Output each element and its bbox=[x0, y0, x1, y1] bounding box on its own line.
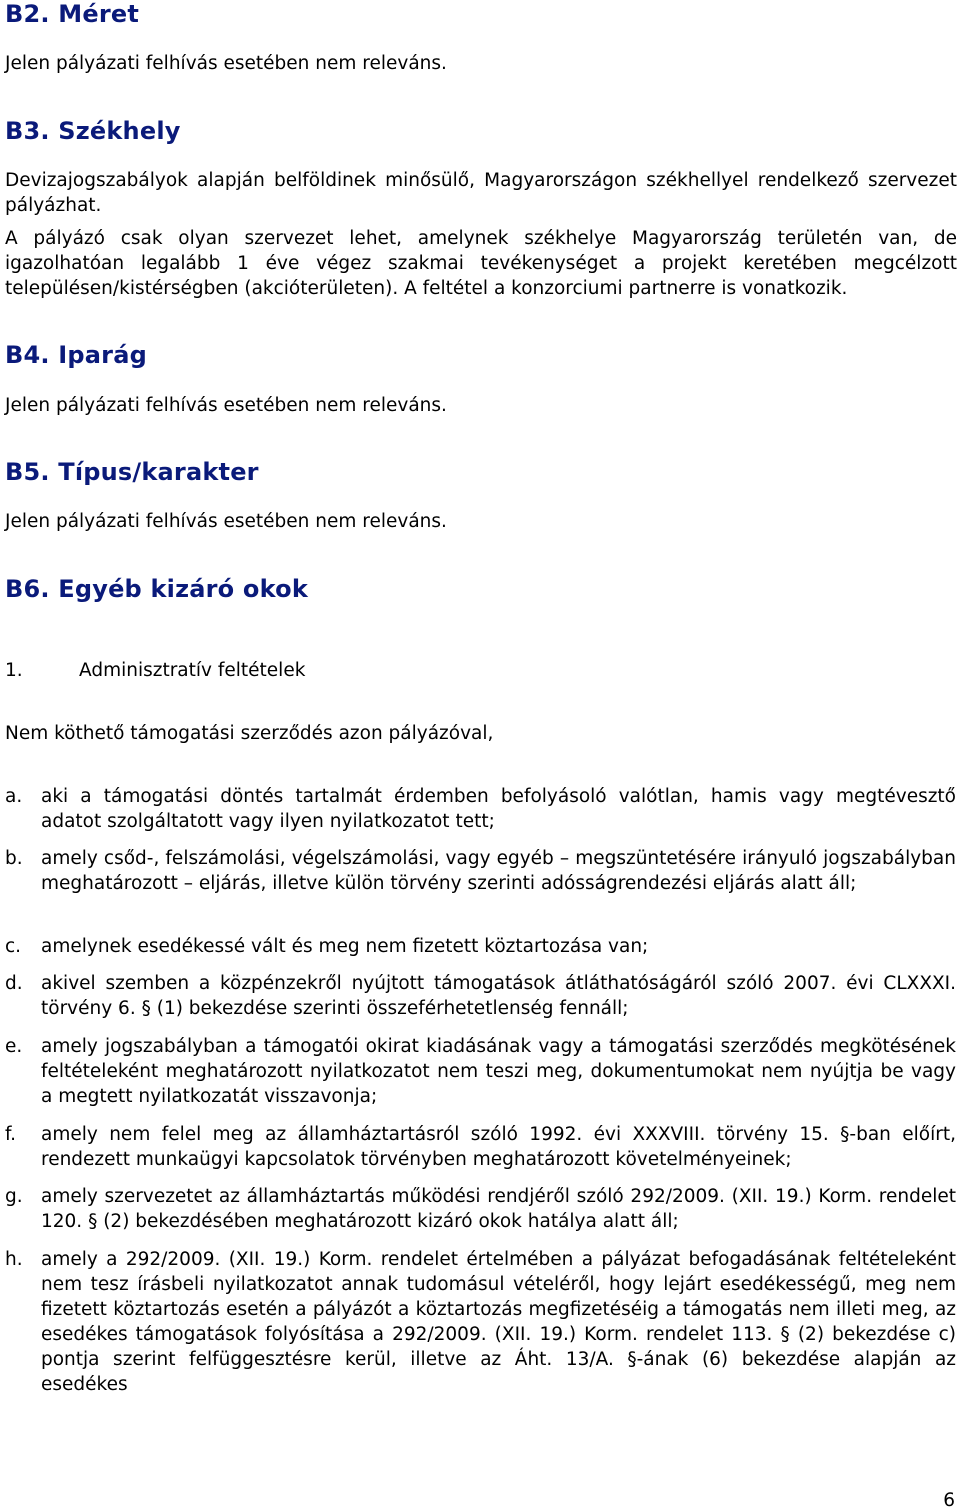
exclusion-item-f bbox=[5, 1122, 956, 1172]
b2-text: Jelen pályázati felhívás esetében nem releváns. bbox=[5, 53, 447, 74]
item-letter: f. bbox=[5, 1124, 17, 1145]
item-text: amelynek esedékessé vált és meg nem fizetett köztartozása van; bbox=[41, 936, 649, 957]
item-text: amely a 292/2009. (XII. 19.) Korm. rendelet értelmében a pályázat befogadásának feltételeként nem tesz írásbeli nyilatkozatot annak tudomásul vételéről, hogy lejárt esedékességű, meg nem fizetett köztartozás esetén a pályázót a köztartozás megfizetéséig a támogatás nem illeti meg, az esedékes támogatások folyósítása a 292/2009. (XII. 19.) Korm. rendelet 113. § (2) bekezdése c) pontja szerint felfüggesztésre kerül, illetve az Áht. 13/A. §-ának (6) bekezdése alapján az esedékes bbox=[41, 1249, 956, 1395]
exclusion-item-g bbox=[5, 1184, 956, 1234]
heading-b6: B6. Egyéb kizáró okok bbox=[5, 575, 308, 603]
exclusion-item-d bbox=[5, 971, 956, 1021]
heading-b3: B3. Székhely bbox=[5, 117, 181, 145]
item-text: akivel szemben a közpénzekről nyújtott támogatások átláthatóságáról szóló 2007. évi CLXXXI. törvény 6. § (1) bekezdése szerinti összeférhetetlenség fennáll; bbox=[41, 973, 956, 1019]
exclusion-item-a bbox=[5, 784, 956, 834]
item-letter: e. bbox=[5, 1036, 23, 1057]
exclusion-item-b bbox=[5, 846, 956, 896]
item-letter: b. bbox=[5, 848, 23, 869]
exclusion-intro: Nem köthető támogatási szerződés azon pályázóval, bbox=[5, 723, 494, 744]
heading-b2: B2. Méret bbox=[5, 0, 140, 28]
subsection-number: 1. bbox=[5, 660, 23, 681]
b4-text: Jelen pályázati felhívás esetében nem releváns. bbox=[5, 395, 447, 416]
exclusion-item-e bbox=[5, 1034, 956, 1109]
b3-text-1: Devizajogszabályok alapján belföldinek minősülő, Magyarországon székhellyel rendelkező szervezet pályázhat. bbox=[5, 170, 957, 216]
item-text: amely szervezetet az államháztartás működési rendjéről szóló 292/2009. (XII. 19.) Korm. rendelet 120. § (2) bekezdésében meghatározott kizáró okok hatálya alatt áll; bbox=[41, 1186, 956, 1232]
item-text: amely nem felel meg az államháztartásról szóló 1992. évi XXXVIII. törvény 15. §-ban előírt, rendezett munkaügyi kapcsolatok törvényben meghatározott követelményeinek; bbox=[41, 1124, 956, 1170]
exclusion-item-h bbox=[5, 1247, 956, 1397]
exclusion-item-c bbox=[5, 934, 956, 959]
b5-text: Jelen pályázati felhívás esetében nem releváns. bbox=[5, 511, 447, 532]
item-text: amely csőd-, felszámolási, végelszámolási, vagy egyéb – megszüntetésére irányuló jogszabályban meghatározott – eljárás, illetve külön törvény szerinti adósságrendezési eljárás alatt áll; bbox=[41, 848, 956, 894]
item-letter: h. bbox=[5, 1249, 23, 1270]
item-letter: g. bbox=[5, 1186, 23, 1207]
item-text: aki a támogatási döntés tartalmát érdemben befolyásoló valótlan, hamis vagy megtévesztő adatot szolgáltatott vagy ilyen nyilatkozatot tett; bbox=[41, 786, 956, 832]
item-letter: d. bbox=[5, 973, 23, 994]
subsection-title: Adminisztratív feltételek bbox=[79, 660, 306, 681]
b3-text-2: A pályázó csak olyan szervezet lehet, amelynek székhelye Magyarország területén van, de igazolhatóan legalább 1 éve végez szakmai tevékenységet a projekt keretében megcélzott településen/kistérségben (akcióterületen). A feltétel a konzorciumi partnerre is vonatkozik. bbox=[5, 228, 957, 299]
heading-b5: B5. Típus/karakter bbox=[5, 458, 259, 486]
item-text: amely jogszabályban a támogatói okirat kiadásának vagy a támogatási szerződés megkötésének feltételeként meghatározott nyilatkozatot nem teszi meg, dokumentumokat nem nyújtja be vagy a megtett nyilatkozatát visszavonja; bbox=[41, 1036, 956, 1107]
item-letter: c. bbox=[5, 936, 22, 957]
page-number: 6 bbox=[943, 1490, 955, 1511]
item-letter: a. bbox=[5, 786, 23, 807]
heading-b4: B4. Iparág bbox=[5, 341, 147, 369]
